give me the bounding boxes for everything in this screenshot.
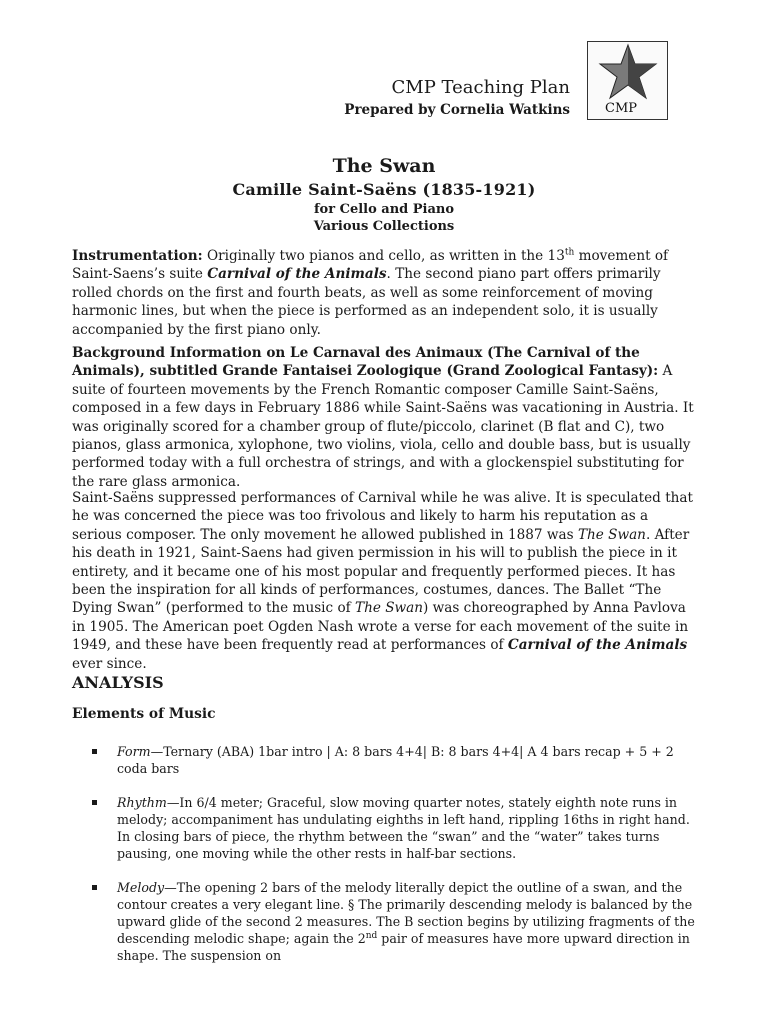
melody-sup: nd — [365, 930, 378, 941]
header-title: CMP Teaching Plan — [391, 77, 570, 98]
header-subtitle: Prepared by Cornelia Watkins — [344, 102, 570, 118]
logo-text: CMP — [605, 101, 638, 116]
instrumentation-text-2: movement of Saint-Saens’s suite — [72, 248, 669, 283]
history-text-1: Saint-Saëns suppressed performances of Carnival while he was alive. It is speculated that he was concerned the piece was too frivolous and likely to harm his reputation as a serious composer. The only movement he allowed published in 1887 was — [72, 490, 693, 543]
instrumentation-paragraph — [72, 247, 697, 339]
list-item-rhythm — [72, 794, 702, 862]
header — [300, 76, 570, 120]
history-text-3: ) was choreographed by Anna Pavlova in 1905. The American poet Ogden Nash wrote a verse for each movement of the suite in 1949, and these have been frequently read at performances of — [72, 600, 689, 654]
instrumentation-text-1: Originally two pianos and cello, as written in the 13 — [202, 248, 565, 264]
form-label: Form — [117, 744, 151, 759]
instrumentation-sup: th — [564, 247, 575, 258]
list-item-form — [72, 743, 702, 777]
elements-subheading: Elements of Music — [72, 706, 216, 722]
rhythm-text: —In 6/4 meter; Graceful, slow moving quarter notes, stately eighth note runs in melody; accompaniment has undulating eighths in left hand, rippling 16ths in right hand. In closing bars of piece, the rhythm between the “swan” and the “water” takes turns pausing, one moving while the other rests in half-bar sections. — [117, 795, 690, 861]
background-label: Background Information on Le Carnaval des Animaux (The Carnival of the Animals), subtitled Grande Fantaisei Zoologique (Grand Zoological Fantasy): — [72, 345, 659, 380]
history-paragraph — [72, 489, 697, 673]
background-text: A suite of fourteen movements by the French Romantic composer Camille Saint-Saëns, composed in a few days in February 1886 while Saint-Saëns was vacationing in Austria. It was originally scored for a chamber group of flute/piccolo, clarinet (B flat and C), two pianos, glass armonica, xylophone, two violins, viola, cello and double bass, but is usually performed today with a full orchestra of strings, and with a glockenspiel substituting for the rare glass armonica. — [72, 363, 694, 490]
background-paragraph — [72, 344, 697, 491]
cmp-logo — [587, 41, 668, 120]
star-icon — [588, 42, 666, 118]
instrumentation-italic: Carnival of the Animals — [207, 266, 387, 283]
melody-text-2: pair of measures have more upward direction in shape. The suspension on — [117, 931, 690, 963]
piece-title: The Swan — [332, 155, 436, 177]
collections-line: Various Collections — [313, 219, 455, 234]
bullet-icon — [92, 749, 97, 754]
history-bold-italic: Carnival of the Animals — [507, 637, 688, 654]
melody-label: Melody — [117, 880, 165, 895]
list-item-melody — [72, 879, 702, 964]
composer-line: Camille Saint-Saëns (1835-1921) — [232, 180, 536, 199]
elements-list — [72, 743, 702, 981]
instrumentation-text-3: . The second piano part offers primarily rolled chords on the first and fourth beats, as well as some reinforcement of moving harmonic lines, but when the piece is performed as an independent solo, it is usually accompanied by the first piano only. — [72, 266, 661, 338]
analysis-heading: ANALYSIS — [72, 673, 164, 692]
history-text-2: . After his death in 1921, Saint-Saens had given permission in his will to publish the piece in it entirety, and it became one of his most popular and frequently performed pieces. It has been the inspiration for all kinds of performances, costumes, dances. The Ballet “The Dying Swan” (performed to the music of — [72, 526, 690, 617]
history-text-4: ever since. — [72, 655, 147, 672]
bullet-icon — [92, 885, 97, 890]
instrumentation-label: Instrumentation: — [72, 248, 203, 264]
melody-text-1: —The opening 2 bars of the melody literally depict the outline of a swan, and the contour creates a very elegant line. § The primarily descending melody is balanced by the upward glide of the second 2 measures. The B section begins by utilizing fragments of the descending melodic shape; again the 2 — [117, 880, 695, 946]
history-italic-2: The Swan — [355, 600, 423, 617]
instrumentation-line: for Cello and Piano — [313, 202, 455, 217]
bullet-icon — [92, 800, 97, 805]
form-text: —Ternary (ABA) 1bar intro | A: 8 bars 4+4| B: 8 bars 4+4| A 4 bars recap + 5 + 2 coda bars — [117, 744, 674, 776]
rhythm-label: Rhythm — [117, 795, 167, 810]
history-italic-1: The Swan — [577, 526, 646, 543]
piece-title-block — [0, 153, 768, 235]
